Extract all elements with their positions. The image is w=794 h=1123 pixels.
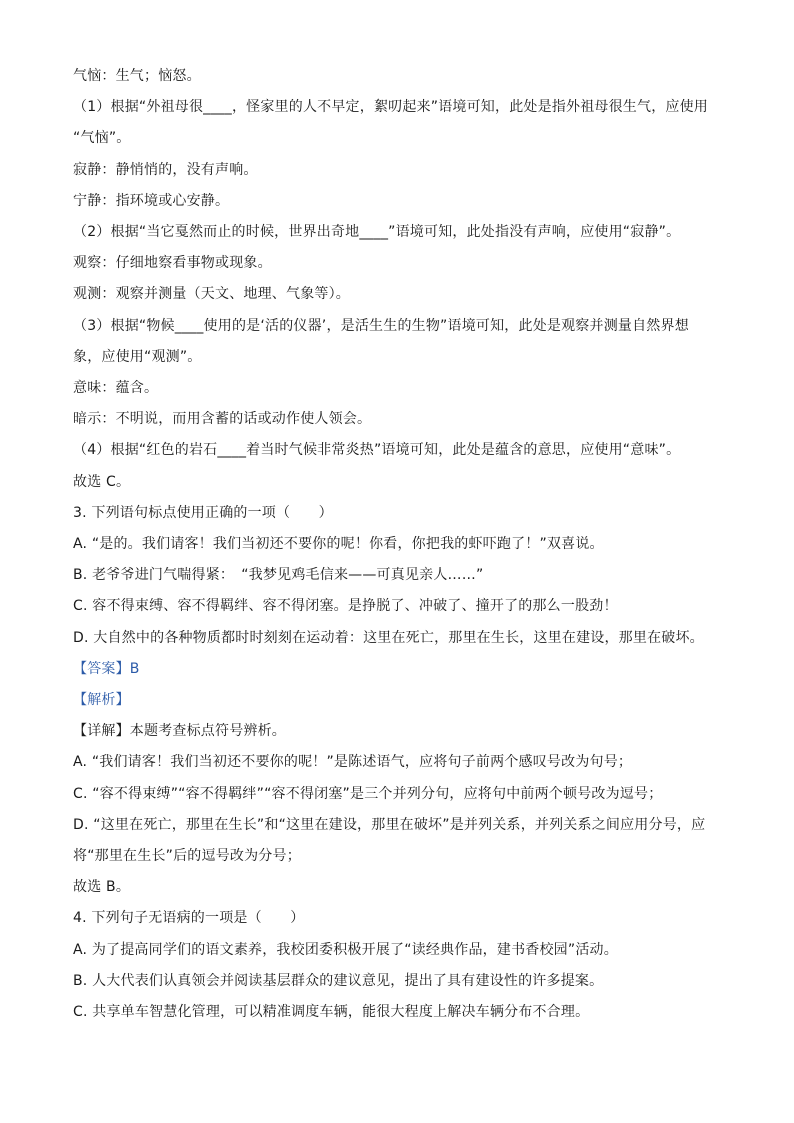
option-a: A. 为了提高同学们的语文素养，我校团委积极开展了“读经典作品，建书香校园”活动。 (73, 942, 618, 958)
text-line: （1）根据“外祖母很____，怪家里的人不早定，絮叨起来”语境可知，此处是指外祖母很生气，应使用 (73, 99, 709, 115)
option-c: C. 共享单车智慧化管理，可以精准调度车辆，能很大程度上解决车辆分布不合理。 (73, 1004, 590, 1020)
text-line: 将“那里在生长”后的逗号改为分号； (73, 848, 301, 864)
text-line: A. “我们请客！我们当初还不要你的呢！”是陈述语气，应将句子前两个感叹号改为句号； (73, 754, 633, 770)
text-line: 意味：蕴含。 (73, 380, 159, 396)
text-line: （2）根据“当它戛然而止的时候，世界出奇地____”语境可知，此处指没有声响，应使用“寂静”。 (73, 224, 681, 240)
answer-label: 【答案】B (73, 661, 140, 677)
text-line: D. “这里在死亡，那里在生长”和“这里在建设，那里在破坏”是并列关系，并列关系之间应用分号，应 (73, 817, 706, 833)
text-line: 宁静：指环境或心安静。 (73, 193, 230, 209)
text-line: （4）根据“红色的岩石____着当时气候非常炎热”语境可知，此处是蕴含的意思，应使用“意味”。 (73, 442, 681, 458)
text-line: 寂静：静悄悄的，没有声响。 (73, 162, 258, 178)
analysis-label: 【解析】 (73, 692, 130, 708)
option-b: B. 人大代表们认真领会并阅读基层群众的建议意见，提出了具有建设性的许多提案。 (73, 973, 604, 989)
option-c: C. 容不得束缚、容不得羁绊、容不得闭塞。是挣脱了、冲破了、撞开了的那么一股劲！ (73, 598, 618, 614)
text-line: （3）根据“物候____使用的是‘活的仪器’，是活生生的生物”语境可知，此处是观察并测量自然界想 (73, 318, 689, 334)
detail-text: 【详解】本题考查标点符号辨析。 (73, 723, 286, 739)
question-4-stem: 4. 下列句子无语病的一项是（ ） (73, 910, 305, 926)
question-3-stem: 3. 下列语句标点使用正确的一项（ ） (73, 505, 333, 521)
text-line: 观测：观察并测量（天文、地理、气象等）。 (73, 286, 350, 302)
text-line: 故选 B。 (73, 879, 131, 895)
text-line: C. “容不得束缚”“容不得羁绊”“容不得闭塞”是三个并列分句，应将句中前两个顿号改为逗号； (73, 786, 663, 802)
option-d: D. 大自然中的各种物质都时时刻刻在运动着：这里在死亡，那里在生长，这里在建设，那里在破坏。 (73, 630, 704, 646)
option-a: A. “是的。我们请客！我们当初还不要你的呢！你看，你把我的虾吓跑了！”双喜说。 (73, 536, 604, 552)
text-line: 暗示：不明说，而用含蓄的话或动作使人领会。 (73, 411, 372, 427)
text-line: 故选 C。 (73, 474, 131, 490)
text-line: 象，应使用“观测”。 (73, 349, 202, 365)
text-line: 观察：仔细地察看事物或现象。 (73, 255, 272, 271)
text-line: 气恼：生气；恼怒。 (73, 68, 201, 84)
text-line: “气恼”。 (73, 130, 131, 146)
option-b: B. 老爷爷进门气喘得紧： “我梦见鸡毛信来——可真见亲人……” (73, 567, 484, 583)
